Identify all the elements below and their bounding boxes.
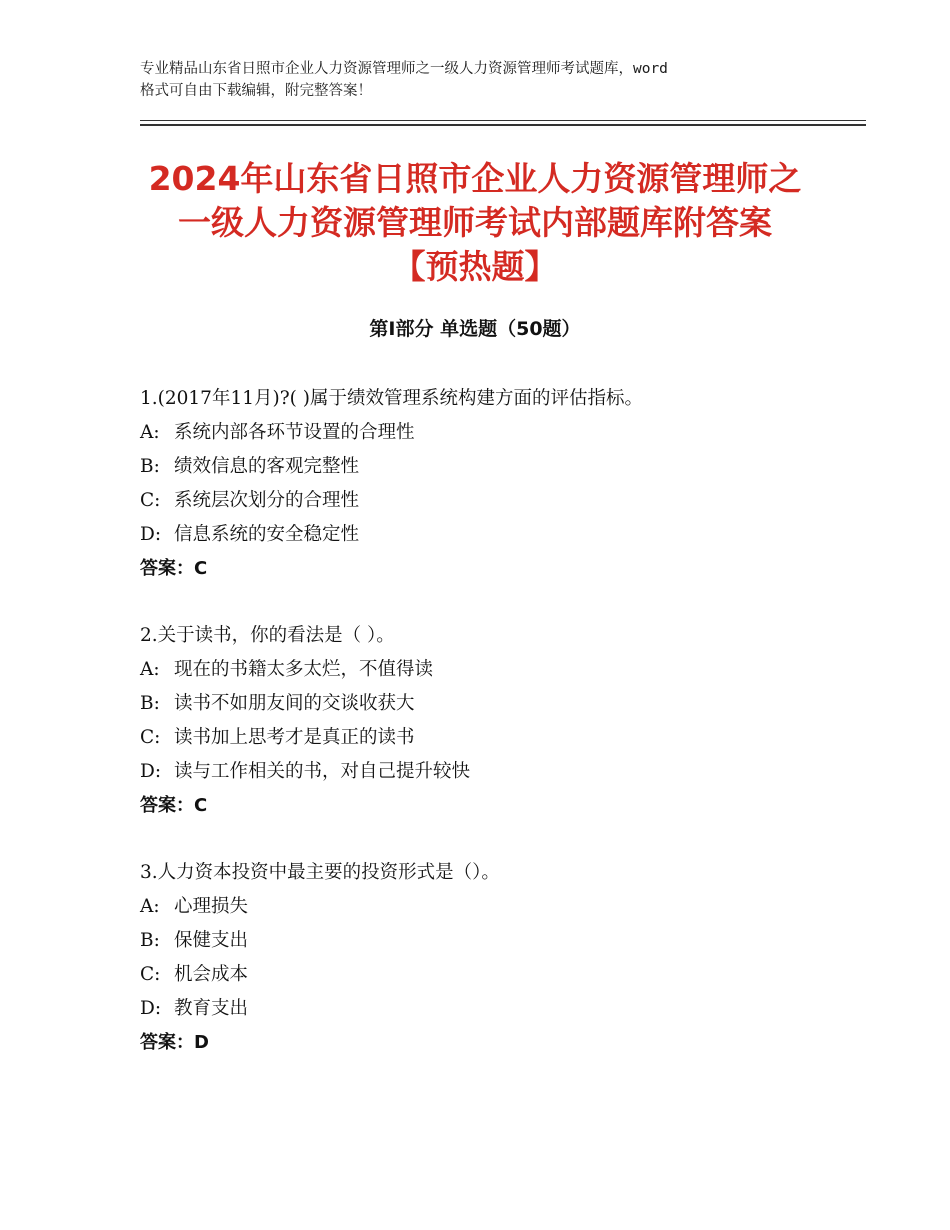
answer-label: 答案：C — [140, 558, 208, 579]
option-text: 读书不如朋友间的交谈收获大 — [174, 693, 415, 714]
question-list — [140, 382, 860, 1093]
header-divider-thin — [140, 120, 866, 121]
option-key: A: — [140, 659, 160, 680]
option-key: C: — [140, 727, 161, 748]
option-b — [140, 450, 860, 484]
option-text: 读与工作相关的书，对自己提升较快 — [174, 761, 471, 782]
option-a — [140, 653, 860, 687]
header-divider-thick — [140, 124, 866, 126]
option-text: 读书加上思考才是真正的读书 — [174, 727, 415, 748]
header-note — [140, 58, 840, 102]
option-key: D: — [140, 761, 162, 782]
header-note-line-2: 格式可自由下载编辑，附完整答案！ — [140, 83, 372, 99]
option-key: D: — [140, 524, 162, 545]
option-d — [140, 755, 860, 789]
option-a — [140, 416, 860, 450]
option-key: B: — [140, 693, 160, 714]
option-text: 绩效信息的客观完整性 — [174, 456, 360, 477]
option-key: D: — [140, 998, 162, 1019]
option-c — [140, 958, 860, 992]
option-key: C: — [140, 964, 161, 985]
document-title-line-1: 2024年山东省日照市企业人力资源管理师之 — [148, 159, 802, 198]
question-2 — [140, 619, 860, 823]
section-heading: 第Ⅰ部分 单选题（50题） — [369, 318, 581, 340]
option-key: C: — [140, 490, 161, 511]
option-d — [140, 518, 860, 552]
document-title-line-3: 【预热题】 — [392, 247, 558, 286]
option-text: 信息系统的安全稳定性 — [174, 524, 360, 545]
option-c — [140, 721, 860, 755]
answer-label: 答案：C — [140, 795, 208, 816]
option-text: 系统内部各环节设置的合理性 — [174, 422, 415, 443]
option-a — [140, 890, 860, 924]
answer-label: 答案：D — [140, 1032, 209, 1053]
option-b — [140, 687, 860, 721]
option-d — [140, 992, 860, 1026]
option-key: B: — [140, 930, 160, 951]
option-text: 系统层次划分的合理性 — [174, 490, 360, 511]
option-text: 教育支出 — [174, 998, 249, 1019]
question-stem: 2.关于读书，你的看法是（ ）。 — [140, 625, 395, 646]
option-text: 机会成本 — [174, 964, 249, 985]
document-title-line-2: 一级人力资源管理师考试内部题库附答案 — [178, 203, 772, 242]
option-text: 心理损失 — [174, 896, 249, 917]
option-text: 现在的书籍太多太烂，不值得读 — [174, 659, 434, 680]
header-note-line-1: 专业精品山东省日照市企业人力资源管理师之一级人力资源管理师考试题库，word — [140, 61, 668, 77]
option-text: 保健支出 — [174, 930, 249, 951]
option-key: A: — [140, 422, 160, 443]
question-3 — [140, 856, 860, 1060]
question-stem: 1.(2017年11月)?( )属于绩效管理系统构建方面的评估指标。 — [140, 388, 643, 409]
question-stem: 3.人力资本投资中最主要的投资形式是（）。 — [140, 862, 500, 883]
option-key: A: — [140, 896, 160, 917]
option-c — [140, 484, 860, 518]
option-b — [140, 924, 860, 958]
document-title — [120, 157, 830, 289]
question-1 — [140, 382, 860, 586]
option-key: B: — [140, 456, 160, 477]
